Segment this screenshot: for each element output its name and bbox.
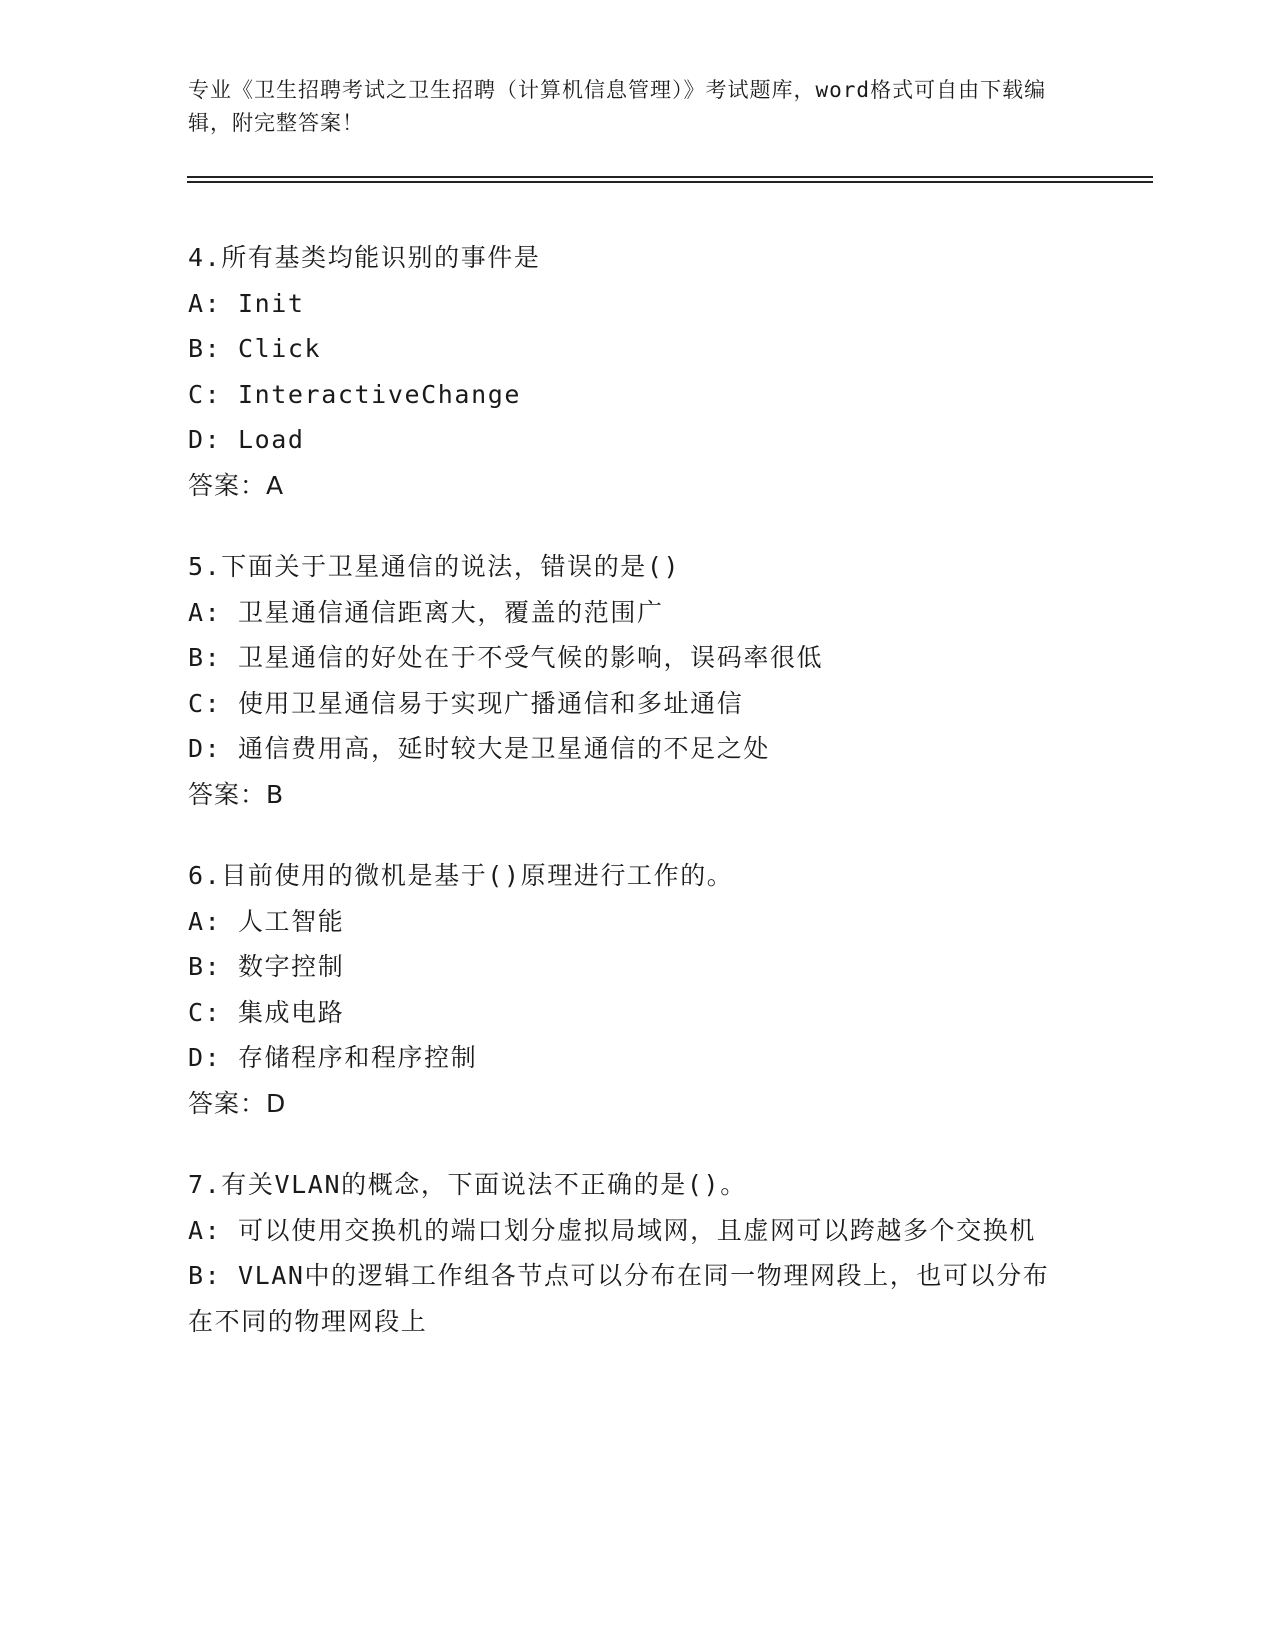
question-stem: 7.有关VLAN的概念，下面说法不正确的是()。 (188, 1170, 747, 1199)
option-a: A: 卫星通信通信距离大，覆盖的范围广 (188, 597, 664, 627)
question-stem: 6.目前使用的微机是基于()原理进行工作的。 (188, 861, 734, 890)
answer-line: 答案：D (188, 1088, 287, 1118)
option-c: C: InteractiveChange (188, 379, 522, 409)
question-4 (188, 235, 1088, 508)
option-c: C: 集成电路 (188, 997, 345, 1027)
answer-line: 答案：B (188, 779, 285, 809)
question-5 (188, 544, 1088, 817)
question-7 (188, 1162, 1088, 1344)
header-divider-bottom (187, 181, 1153, 183)
option-a: A: 可以使用交换机的端口划分虚拟局域网，且虚网可以跨越多个交换机 (188, 1215, 1036, 1245)
option-d: D: Load (188, 425, 305, 454)
option-d: D: 通信费用高，延时较大是卫星通信的不足之处 (188, 734, 770, 763)
option-a: A: 人工智能 (188, 906, 345, 936)
option-d: D: 存储程序和程序控制 (188, 1043, 478, 1072)
answer-line: 答案：A (188, 470, 285, 500)
document-header: 专业《卫生招聘考试之卫生招聘（计算机信息管理）》考试题库，word格式可自由下载编辑，附完整答案！ (188, 78, 1047, 135)
option-b: B: 卫星通信的好处在于不受气候的影响，误码率很低 (188, 643, 824, 672)
option-b: B: Click (188, 334, 322, 363)
header-divider-top (187, 176, 1153, 178)
option-b: B: 数字控制 (188, 952, 345, 981)
question-list (188, 235, 1088, 1380)
option-b: B: VLAN中的逻辑工作组各节点可以分布在同一物理网段上，也可以分布在不同的物理网段上 (188, 1261, 1050, 1336)
question-stem: 4.所有基类均能识别的事件是 (188, 243, 541, 272)
option-a: A: Init (188, 288, 305, 318)
question-stem: 5.下面关于卫星通信的说法，错误的是() (188, 552, 681, 581)
option-c: C: 使用卫星通信易于实现广播通信和多址通信 (188, 688, 744, 718)
question-6 (188, 853, 1088, 1126)
